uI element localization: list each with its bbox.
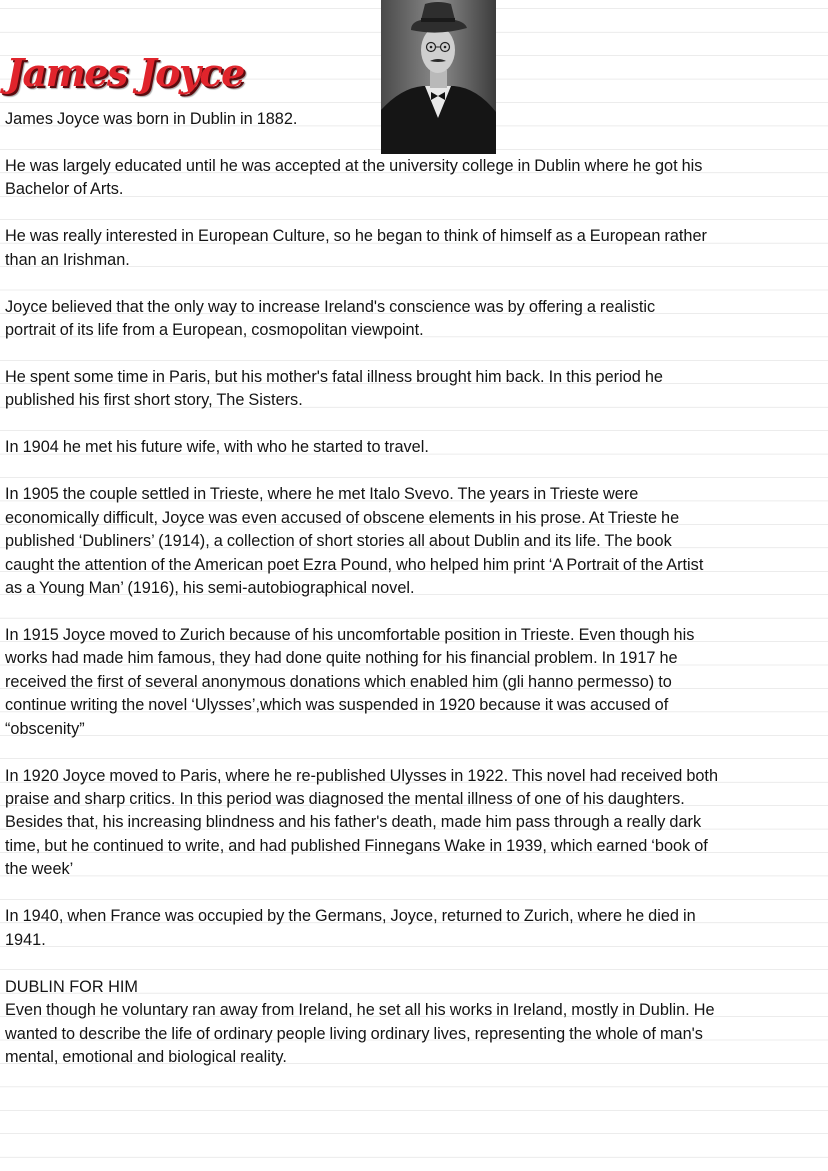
paragraph-1904: In 1904 he met his future wife, with who he started to travel.: [5, 438, 429, 457]
page-title: James Joyce: [6, 50, 244, 95]
paragraph-dublin: Even though he voluntary ran away from Ireland, he set all his works in Ireland, mostly in Dublin. He wanted to describe the life of ordinary people living ordinary lives, representing the whole of man's mental, emotional and biological reality.: [5, 1001, 715, 1066]
paragraph-1940: In 1940, when France was occupied by the Germans, Joyce, returned to Zurich, where he died in 1941.: [5, 907, 696, 949]
paragraph-paris-1920: In 1920 Joyce moved to Paris, where he re-published Ulysses in 1922. This novel had received both praise and sharp critics. In this period was diagnosed the mental illness of one of his daughters. Besides that, his increasing blindness and his father's death, made him pass through a really dark time, but he continued to write, and had published Finnegans Wake in 1939, which earned ‘book of the week’: [5, 766, 719, 879]
paragraph-trieste: In 1905 the couple settled in Trieste, where he met Italo Svevo. The years in Trieste were economically difficult, Joyce was even accused of obscene elements in his prose. At Trieste he published ‘Dubliners’ (1914), a collection of short stories all about Dublin and its life. The book caught the attention of the American poet Ezra Pound, who helped him print ‘A Portrait of the Artist as a Young Man’ (1916), his semi-autobiographical novel.: [5, 485, 704, 597]
paragraph-european-culture: He was really interested in European Culture, so he began to think of himself as a European rather than an Irishman.: [5, 227, 707, 269]
paragraph-zurich: In 1915 Joyce moved to Zurich because of his uncomfortable position in Trieste. Even though his works had made him famous, they had done quite nothing for his financial problem. In 1917 he received the first of several anonymous donations which enabled him (gli hanno permesso) to continue writing the novel ‘Ulysses’,which was suspended in 1920 because it was accused of “obscenity”: [5, 625, 695, 738]
paragraph-conscience: Joyce believed that the only way to increase Ireland's conscience was by offering a realistic portrait of its life from a European, cosmopolitan viewpoint.: [5, 297, 656, 340]
paragraph-paris: He spent some time in Paris, but his mother's fatal illness brought him back. In this period he published his first short story, The Sisters.: [5, 367, 663, 410]
document-body: [5, 108, 823, 1093]
paragraph-education: He was largely educated until he was accepted at the university college in Dublin where he got his Bachelor of Arts.: [5, 156, 703, 199]
paragraph-birth: James Joyce was born in Dublin in 1882.: [5, 110, 298, 128]
section-heading-dublin: DUBLIN FOR HIM: [5, 977, 138, 996]
